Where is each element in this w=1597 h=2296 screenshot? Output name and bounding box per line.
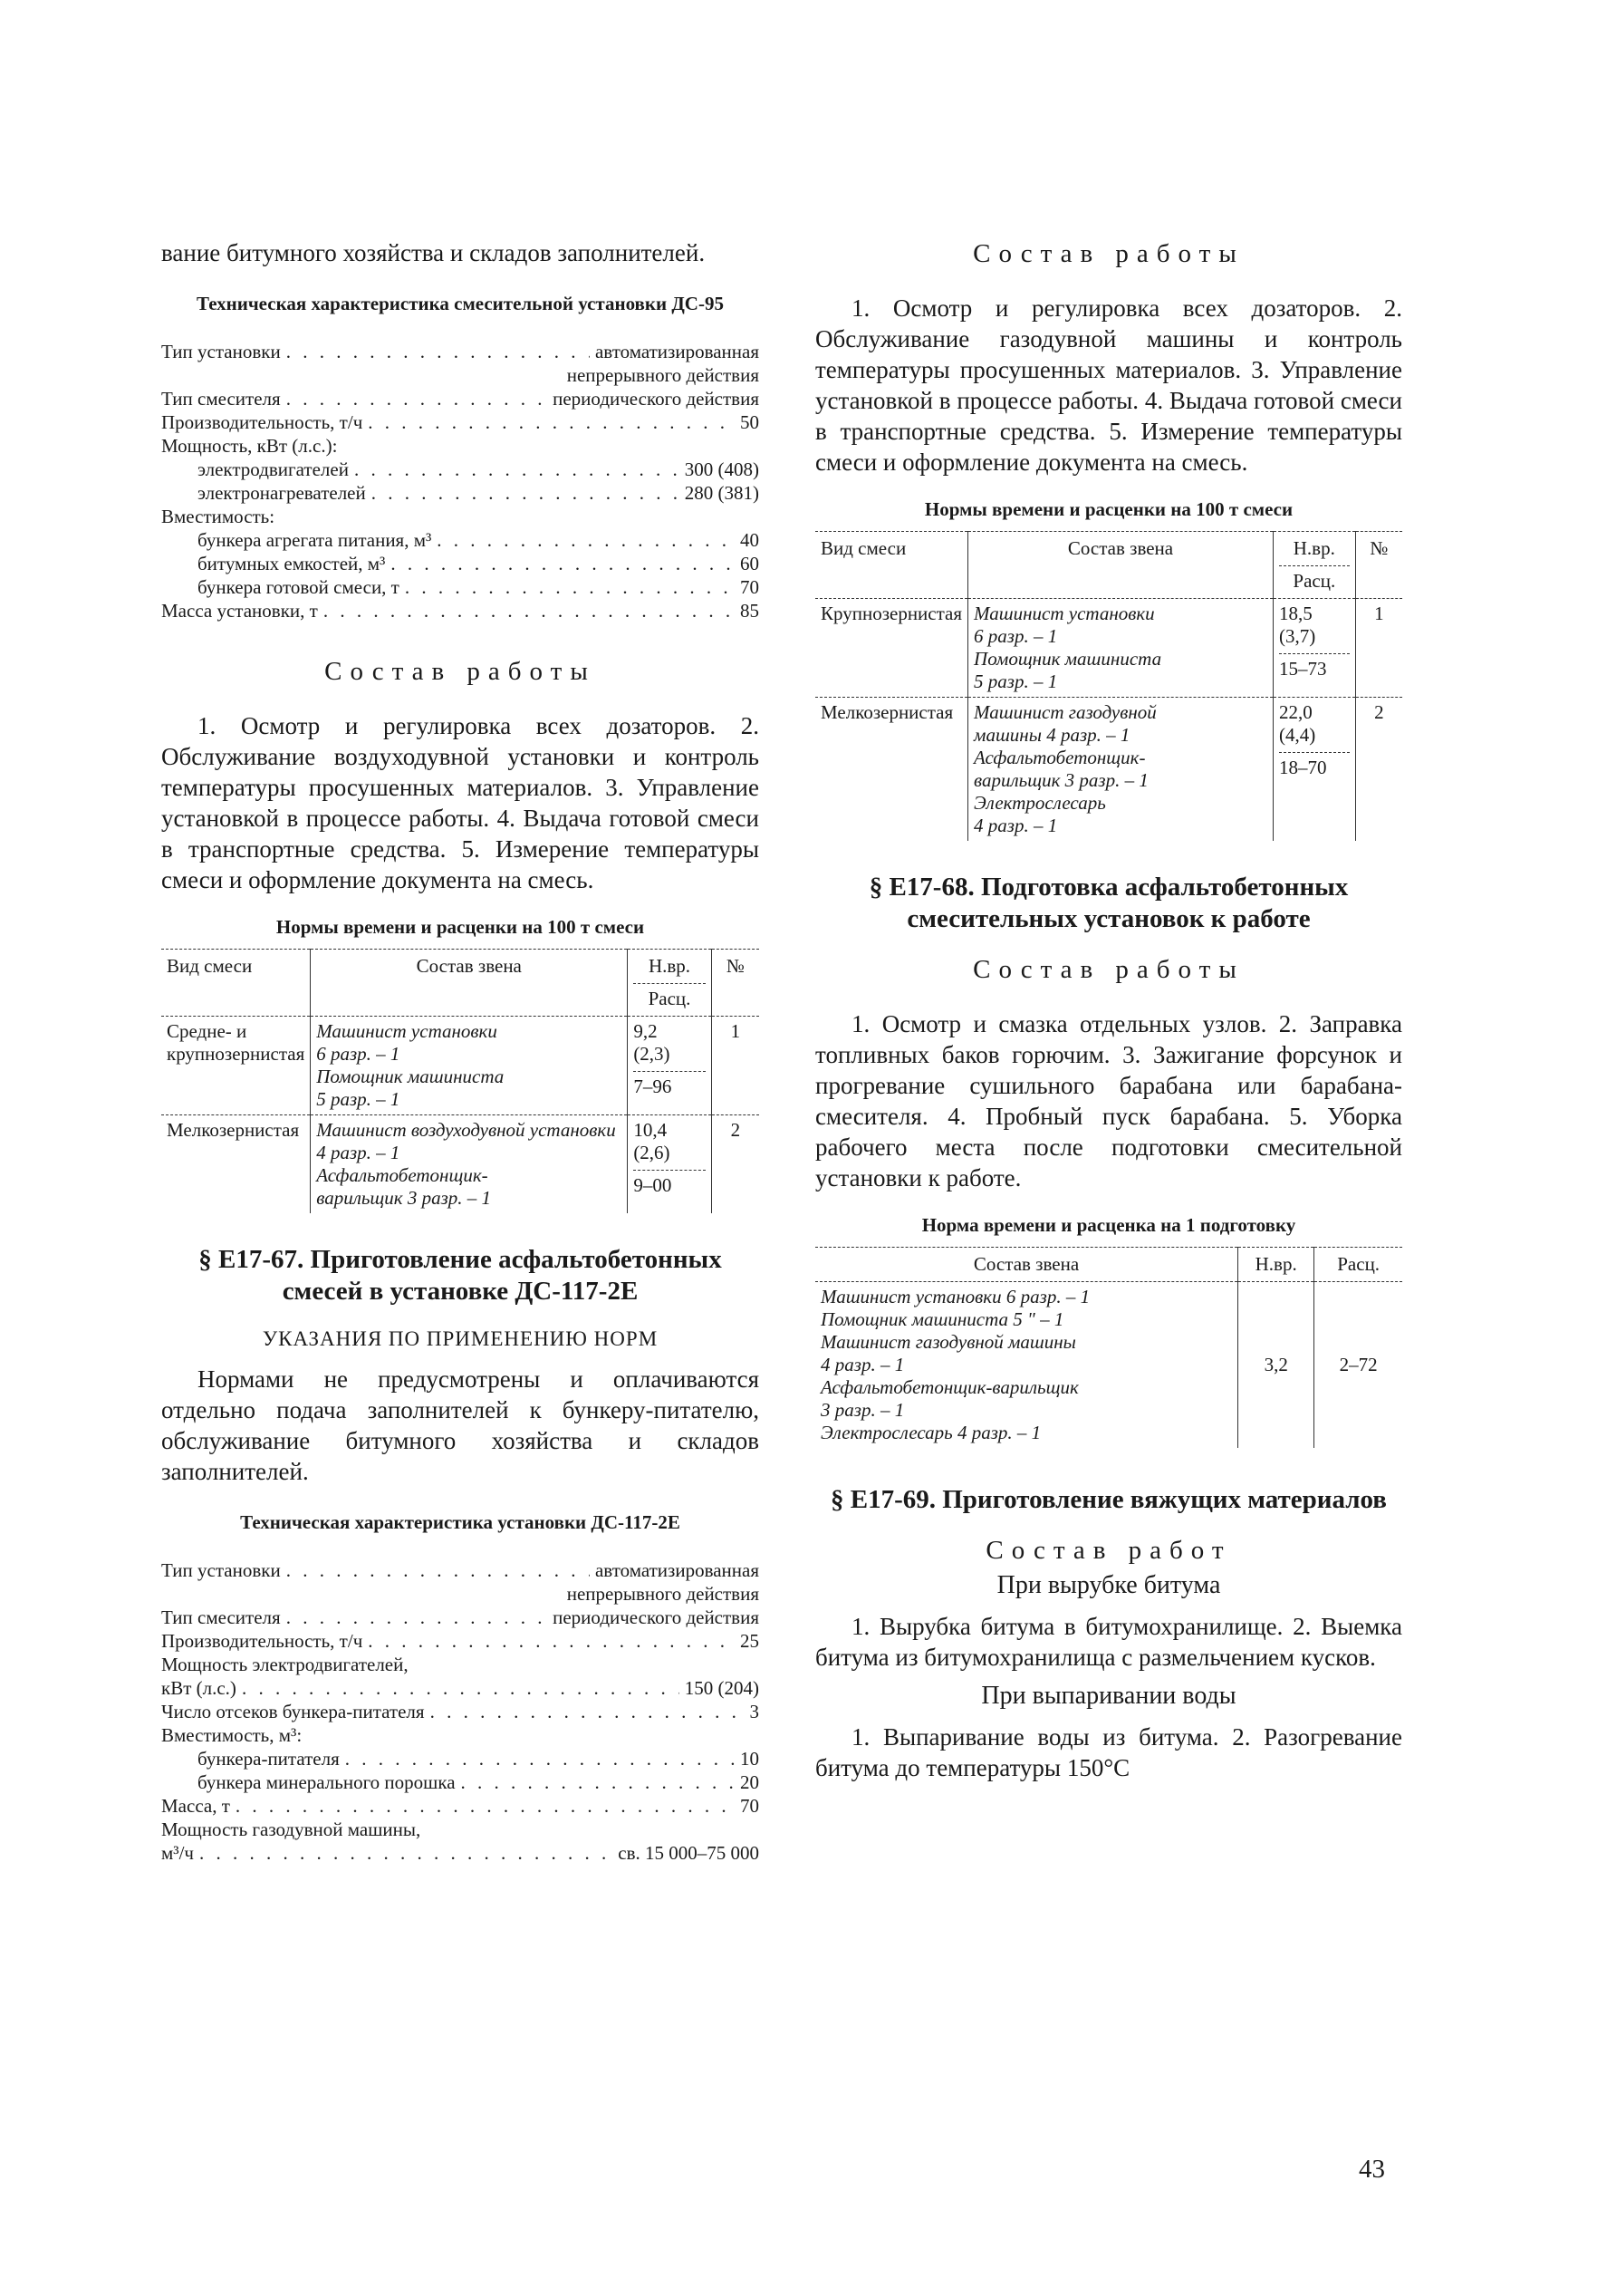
spec-row: Масса установки, т . . . 85 [161, 599, 759, 622]
spec-row: бункера готовой смеси, т . . . 70 [161, 575, 759, 599]
norms-title: Нормы времени и расценки на 100 т смеси [924, 498, 1294, 520]
spec-row: Тип смесителя . . . периодического действия [161, 387, 759, 410]
spec-row: электродвигателей . . . 300 (408) [161, 458, 759, 481]
spec-row: Вместимость: [161, 506, 275, 527]
right-column [815, 237, 1402, 1783]
section-e17-68-title: § Е17-68. Подготовка асфальтобетонных смесительных установок к работе [869, 873, 1349, 933]
left-column [161, 237, 759, 1865]
subheading-evaporation: При выпаривании воды [981, 1682, 1236, 1710]
spec-row: Вместимость, м³: [161, 1724, 303, 1746]
spec-row: Производительность, т/ч . . . 50 [161, 410, 759, 434]
page-number: 43 [1359, 2155, 1385, 2184]
spec-row: Масса, т . . . 70 [161, 1794, 759, 1818]
spec-row: Мощность, кВт (л.с.): [161, 435, 338, 457]
table-row: Мелкозернистая Машинист газодувной машины 4 разр. – 1 Асфальтобетонщик- варильщик 3 разр. – 1 Электрослесарь 4 разр. – 1 22,0 (4,4) 18–70 2 [815, 698, 1402, 842]
work-text: 1. Осмотр и регулировка всех дозаторов. 2. Обслуживание воздуходувной установки и контроль температуры просушенных материалов. 3. Управление установкой в процессе работы. 4. Выдача готовой смеси в транспортные средства. 5. Измерение температуры смеси и оформление документа на смесь. [161, 712, 759, 893]
spec95-list [161, 340, 759, 622]
section-e17-69-title: § Е17-69. Приготовление вяжущих материалов [831, 1485, 1387, 1514]
spec-row: битумных емкостей, м³ . . . 60 [161, 552, 759, 575]
work-heading: Состав работ [986, 1536, 1232, 1565]
col-crew: Состав звена [815, 1248, 1238, 1282]
spec-row: бункера-питателя . . . 10 [161, 1747, 759, 1770]
work-text: 1. Осмотр и регулировка всех дозаторов. 2. Обслуживание газодувной машины и контроль температуры просушенных материалов. 3. Управление установкой в процессе работы. 4. Выдача готовой смеси в транспортные средства. 5. Измерение температуры смеси и оформление документа на смесь. [815, 294, 1402, 476]
work-heading: Состав работы [973, 955, 1245, 984]
evaporation-text: 1. Выпаривание воды из битума. 2. Разогревание битума до температуры 150°С [815, 1723, 1402, 1781]
spec-row: Тип установки . . . автоматизированная [161, 340, 759, 363]
table-row: Средне- и крупнозернистая Машинист установки 6 разр. – 1 Помощник машиниста 5 разр. – 1 9,2 (2,3) 7–96 1 [161, 1017, 759, 1115]
work-heading: Состав работы [324, 657, 596, 686]
guide-text: Нормами не предусмотрены и оплачиваются отдельно подача заполнителей к бункеру-питателю, обслуживание битумного хозяйства и складов заполнителей. [161, 1365, 759, 1485]
col-crew: Состав звена [968, 532, 1274, 599]
col-kind: Вид смеси [815, 532, 968, 599]
work-heading: Состав работы [973, 239, 1245, 268]
table-header-row [161, 950, 759, 1017]
col-rate: Расц. [1314, 1248, 1402, 1282]
norms-title: Нормы времени и расценки на 100 т смеси [275, 916, 645, 938]
section-e17-67-title: § Е17-67. Приготовление асфальтобетонных смесей в установке ДС-117-2Е [198, 1245, 722, 1306]
spec-row: Производительность, т/ч . . . 25 [161, 1629, 759, 1653]
spec95-title: Техническая характеристика смесительной установки ДС-95 [197, 293, 724, 314]
table-row: Мелкозернистая Машинист воздуходувной установки 4 разр. – 1 Асфальтобетонщик- варильщик 3 разр. – 1 10,4 (2,6) 9–00 2 [161, 1115, 759, 1214]
spec-row: бункера агрегата питания, м³ . . . 40 [161, 528, 759, 552]
col-num: № [1355, 532, 1402, 599]
subheading-cutting: При вырубке битума [996, 1571, 1221, 1599]
norm-table [815, 1247, 1402, 1448]
norms-table [161, 949, 759, 1213]
spec-row-cont: непрерывного действия [566, 1583, 759, 1605]
spec-row: Мощность электродвигателей, [161, 1654, 409, 1675]
table-row: Крупнозернистая Машинист установки 6 разр. – 1 Помощник машиниста 5 разр. – 1 18,5 (3,7) 15–73 1 [815, 599, 1402, 698]
col-crew: Состав звена [311, 950, 628, 1017]
table-header-row [815, 1248, 1402, 1282]
spec-row: кВт (л.с.) . . . 150 (204) [161, 1676, 759, 1700]
table-header-row [815, 532, 1402, 599]
col-num: № [711, 950, 759, 1017]
spec117-title: Техническая характеристика установки ДС-117-2Е [240, 1511, 680, 1533]
work-text: 1. Осмотр и смазка отдельных узлов. 2. Заправка топливных баков горючим. 3. Зажигание форсунок и прогревание сушильного барабана или барабана-смесителя. 4. Пробный пуск барабана. 5. Уборка рабочего места после подготовки смесительной установки к работе. [815, 1010, 1402, 1191]
spec-row: Тип смесителя . . . периодического действия [161, 1606, 759, 1629]
table-row: Машинист установки 6 разр. – 1 Помощник машиниста 5 " – 1 Машинист газодувной машины 4 разр. – 1 Асфальтобетонщик-варильщик 3 разр. – 1 Электрослесарь 4 разр. – 1 3,2 2–72 [815, 1282, 1402, 1449]
spec-row: м³/ч . . . св. 15 000–75 000 [161, 1841, 759, 1865]
col-time: Н.вр. [1238, 1248, 1314, 1282]
spec117-list [161, 1558, 759, 1865]
spec-row: электронагревателей . . . 280 (381) [161, 481, 759, 505]
spec-row: Число отсеков бункера-питателя . . . 3 [161, 1700, 759, 1723]
col-time: Н.вр. Расц. [1273, 532, 1355, 599]
col-time: Н.вр. Расц. [628, 950, 711, 1017]
col-kind: Вид смеси [161, 950, 311, 1017]
norms-table [815, 531, 1402, 841]
guide-heading: УКАЗАНИЯ ПО ПРИМЕНЕНИЮ НОРМ [262, 1327, 659, 1350]
intro-text: вание битумного хозяйства и складов заполнителей. [161, 239, 706, 266]
spec-row-cont: непрерывного действия [566, 364, 759, 386]
cutting-text: 1. Вырубка битума в битумохранилище. 2. Выемка битума из битумохранилища с размельчением кусков. [815, 1613, 1402, 1671]
norm-title: Норма времени и расценка на 1 подготовку [921, 1214, 1296, 1236]
spec-row: бункера минерального порошка . . . 20 [161, 1770, 759, 1794]
spec-row: Мощность газодувной машины, [161, 1818, 421, 1840]
spec-row: Тип установки . . . автоматизированная [161, 1558, 759, 1582]
